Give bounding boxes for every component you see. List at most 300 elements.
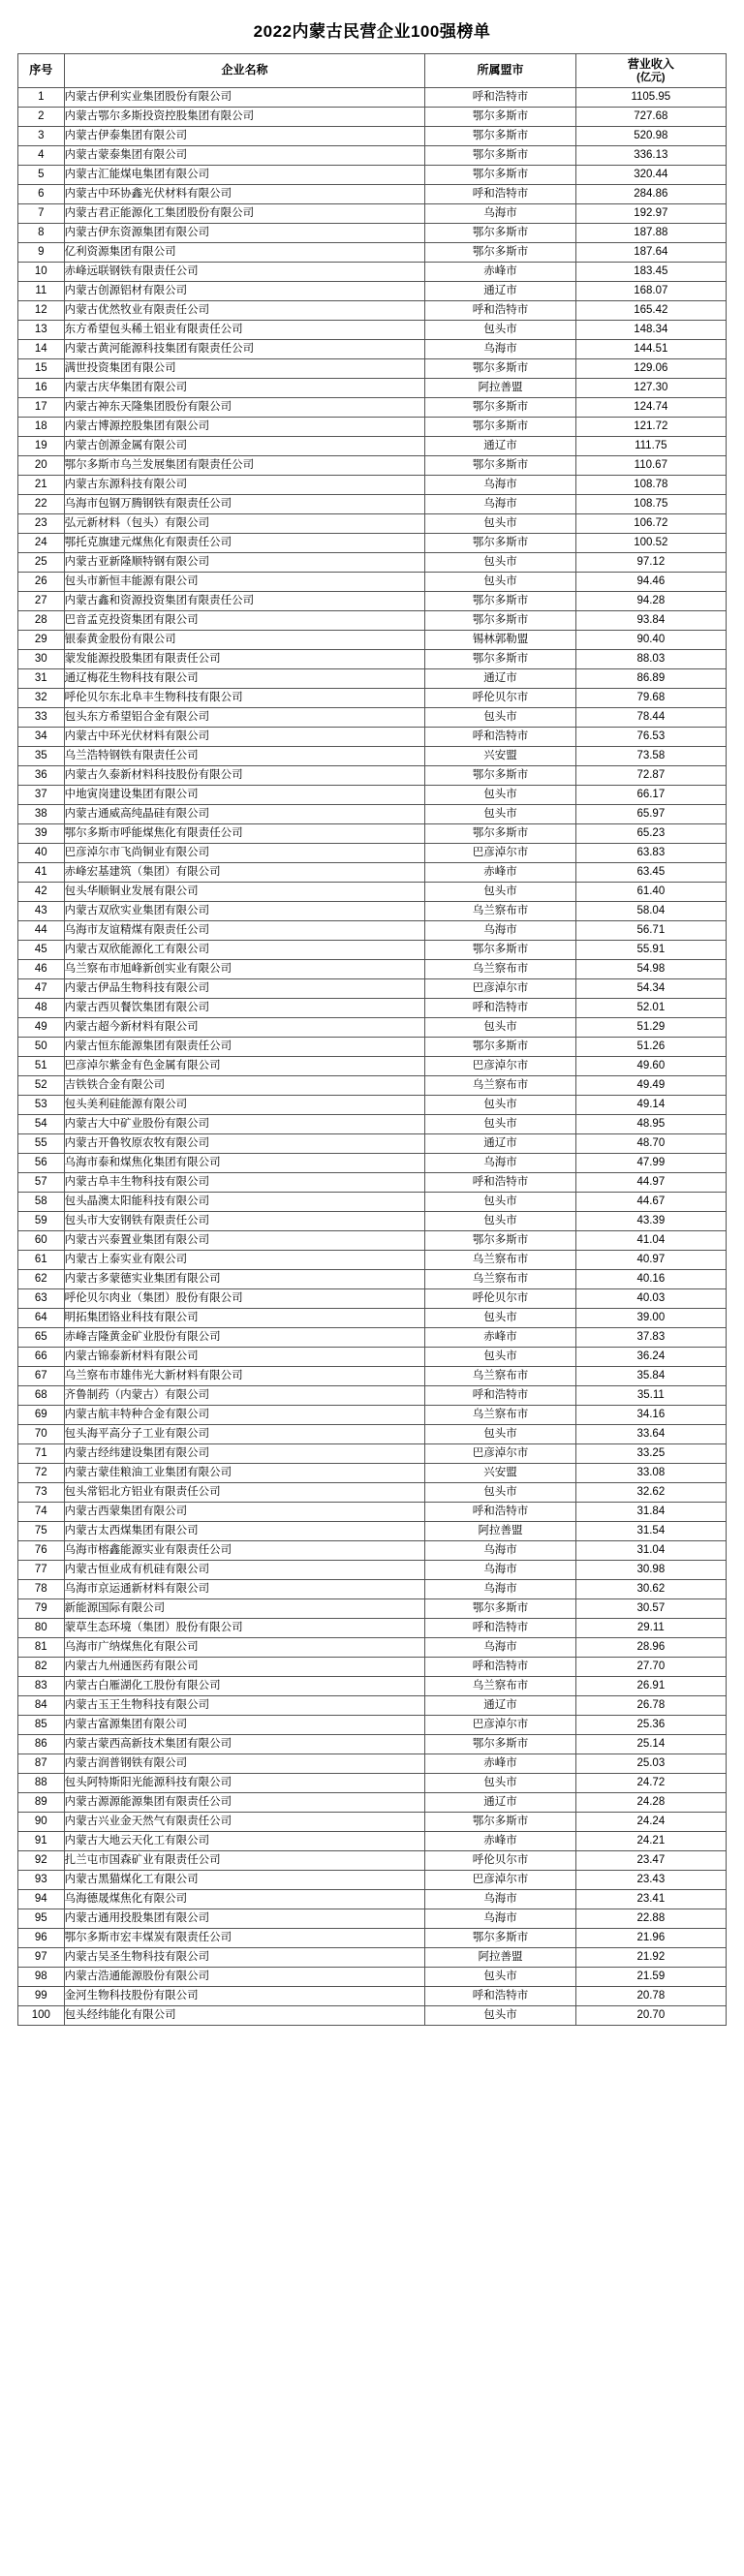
table-row [18,1987,727,2006]
cell-company-name: 包头经纬能化有限公司 [64,2006,425,2026]
cell-city: 通辽市 [425,282,575,301]
cell-revenue: 168.07 [575,282,726,301]
cell-company-name: 内蒙古西蒙集团有限公司 [64,1503,425,1522]
table-row [18,1658,727,1677]
cell-city: 乌兰察布市 [425,1270,575,1289]
table-row [18,359,727,379]
cell-company-name: 内蒙古恒东能源集团有限责任公司 [64,1038,425,1057]
cell-company-name: 乌海市广纳煤焦化有限公司 [64,1638,425,1658]
cell-company-name: 亿利资源集团有限公司 [64,243,425,263]
table-row [18,805,727,824]
cell-index: 44 [18,921,65,941]
cell-company-name: 乌兰浩特钢铁有限责任公司 [64,747,425,766]
cell-city: 呼和浩特市 [425,1658,575,1677]
cell-revenue: 30.62 [575,1580,726,1599]
cell-city: 赤峰市 [425,1328,575,1348]
cell-city: 乌海市 [425,495,575,514]
cell-city: 通辽市 [425,437,575,456]
cell-index: 17 [18,398,65,418]
cell-city: 包头市 [425,1193,575,1212]
cell-index: 78 [18,1580,65,1599]
table-row [18,1193,727,1212]
cell-index: 24 [18,534,65,553]
cell-revenue: 35.84 [575,1367,726,1386]
cell-city: 乌兰察布市 [425,902,575,921]
cell-company-name: 内蒙古阜丰生物科技有限公司 [64,1173,425,1193]
cell-revenue: 192.97 [575,204,726,224]
cell-index: 14 [18,340,65,359]
cell-city: 包头市 [425,1425,575,1444]
cell-index: 85 [18,1716,65,1735]
cell-index: 37 [18,786,65,805]
table-row [18,1832,727,1851]
cell-revenue: 727.68 [575,108,726,127]
cell-company-name: 内蒙古中环协鑫光伏材料有限公司 [64,185,425,204]
cell-index: 98 [18,1968,65,1987]
table-row [18,747,727,766]
cell-company-name: 乌海市京运通新材料有限公司 [64,1580,425,1599]
cell-index: 83 [18,1677,65,1696]
cell-city: 呼和浩特市 [425,185,575,204]
cell-city: 乌兰察布市 [425,1677,575,1696]
table-row [18,282,727,301]
cell-index: 22 [18,495,65,514]
cell-company-name: 内蒙古蒙佳粮油工业集团有限公司 [64,1464,425,1483]
cell-index: 52 [18,1076,65,1096]
cell-index: 75 [18,1522,65,1541]
cell-city: 鄂尔多斯市 [425,592,575,611]
cell-index: 10 [18,263,65,282]
cell-revenue: 49.60 [575,1057,726,1076]
cell-index: 16 [18,379,65,398]
table-row [18,127,727,146]
table-row [18,1619,727,1638]
cell-company-name: 弘元新材料（包头）有限公司 [64,514,425,534]
cell-company-name: 内蒙古创源金属有限公司 [64,437,425,456]
cell-index: 30 [18,650,65,669]
cell-city: 锡林郭勒盟 [425,631,575,650]
table-row [18,1716,727,1735]
cell-company-name: 包头市大安钢铁有限责任公司 [64,1212,425,1231]
cell-index: 3 [18,127,65,146]
cell-company-name: 内蒙古润普钢铁有限公司 [64,1754,425,1774]
cell-index: 31 [18,669,65,689]
table-row [18,1890,727,1909]
cell-city: 包头市 [425,883,575,902]
cell-city: 阿拉善盟 [425,1522,575,1541]
table-row [18,88,727,108]
cell-company-name: 内蒙古西贝餐饮集团有限公司 [64,999,425,1018]
table-row [18,1793,727,1813]
column-header-revenue-unit: (亿元) [636,71,666,83]
cell-revenue: 65.97 [575,805,726,824]
cell-city: 乌兰察布市 [425,1076,575,1096]
cell-index: 35 [18,747,65,766]
cell-company-name: 内蒙古九州通医药有限公司 [64,1658,425,1677]
cell-index: 88 [18,1774,65,1793]
table-body [18,88,727,2026]
cell-company-name: 内蒙古航丰特种合金有限公司 [64,1406,425,1425]
cell-company-name: 内蒙古神东天隆集团股份有限公司 [64,398,425,418]
cell-revenue: 31.04 [575,1541,726,1561]
cell-revenue: 61.40 [575,883,726,902]
cell-city: 赤峰市 [425,1832,575,1851]
cell-index: 36 [18,766,65,786]
cell-revenue: 187.88 [575,224,726,243]
cell-company-name: 内蒙古蒙泰集团有限公司 [64,146,425,166]
cell-city: 赤峰市 [425,1754,575,1774]
cell-revenue: 30.57 [575,1599,726,1619]
cell-company-name: 内蒙古双欣实业集团有限公司 [64,902,425,921]
table-row [18,573,727,592]
column-header-revenue-main: 营业收入 [627,56,674,71]
table-row [18,321,727,340]
cell-revenue: 43.39 [575,1212,726,1231]
cell-revenue: 23.41 [575,1890,726,1909]
cell-company-name: 内蒙古玉王生物科技有限公司 [64,1696,425,1716]
cell-city: 鄂尔多斯市 [425,166,575,185]
cell-company-name: 吉铁铁合金有限公司 [64,1076,425,1096]
cell-index: 19 [18,437,65,456]
table-row [18,224,727,243]
cell-index: 13 [18,321,65,340]
cell-city: 呼和浩特市 [425,1173,575,1193]
cell-city: 包头市 [425,1348,575,1367]
cell-company-name: 中地寅岗建设集团有限公司 [64,786,425,805]
cell-city: 乌兰察布市 [425,1406,575,1425]
cell-company-name: 内蒙古汇能煤电集团有限公司 [64,166,425,185]
cell-city: 鄂尔多斯市 [425,611,575,631]
cell-city: 鄂尔多斯市 [425,398,575,418]
cell-index: 77 [18,1561,65,1580]
cell-index: 38 [18,805,65,824]
table-row [18,108,727,127]
cell-index: 51 [18,1057,65,1076]
cell-company-name: 内蒙古亚新隆顺特钢有限公司 [64,553,425,573]
cell-revenue: 55.91 [575,941,726,960]
cell-city: 呼伦贝尔市 [425,1851,575,1871]
cell-revenue: 108.75 [575,495,726,514]
cell-revenue: 41.04 [575,1231,726,1251]
cell-company-name: 包头东方希望铝合金有限公司 [64,708,425,728]
cell-company-name: 内蒙古吴圣生物科技有限公司 [64,1948,425,1968]
cell-revenue: 24.28 [575,1793,726,1813]
cell-city: 鄂尔多斯市 [425,766,575,786]
cell-company-name: 内蒙古恒业成有机硅有限公司 [64,1561,425,1580]
cell-company-name: 新能源国际有限公司 [64,1599,425,1619]
cell-city: 通辽市 [425,1793,575,1813]
page-title: 2022内蒙古民营企业100强榜单 [253,22,491,41]
cell-index: 2 [18,108,65,127]
cell-revenue: 24.21 [575,1832,726,1851]
cell-revenue: 121.72 [575,418,726,437]
cell-revenue: 33.25 [575,1444,726,1464]
cell-index: 56 [18,1154,65,1173]
cell-index: 60 [18,1231,65,1251]
cell-city: 包头市 [425,1018,575,1038]
cell-company-name: 东方希望包头稀土铝业有限责任公司 [64,321,425,340]
cell-city: 呼伦贝尔市 [425,1289,575,1309]
cell-company-name: 内蒙古东源科技有限公司 [64,476,425,495]
cell-revenue: 21.59 [575,1968,726,1987]
cell-revenue: 78.44 [575,708,726,728]
cell-city: 鄂尔多斯市 [425,1231,575,1251]
cell-revenue: 63.45 [575,863,726,883]
cell-company-name: 内蒙古源源能源集团有限责任公司 [64,1793,425,1813]
cell-index: 33 [18,708,65,728]
table-row [18,1909,727,1929]
cell-city: 兴安盟 [425,747,575,766]
cell-index: 65 [18,1328,65,1348]
cell-city: 呼和浩特市 [425,1619,575,1638]
cell-city: 鄂尔多斯市 [425,650,575,669]
cell-revenue: 35.11 [575,1386,726,1406]
table-row [18,592,727,611]
cell-revenue: 27.70 [575,1658,726,1677]
cell-revenue: 40.97 [575,1251,726,1270]
cell-index: 70 [18,1425,65,1444]
cell-index: 94 [18,1890,65,1909]
cell-company-name: 通辽梅花生物科技有限公司 [64,669,425,689]
table-row [18,999,727,1018]
cell-city: 乌海市 [425,340,575,359]
cell-revenue: 94.28 [575,592,726,611]
cell-revenue: 34.16 [575,1406,726,1425]
cell-index: 25 [18,553,65,573]
cell-company-name: 巴彦淖尔紫金有色金属有限公司 [64,1057,425,1076]
table-row [18,1289,727,1309]
cell-city: 呼和浩特市 [425,1386,575,1406]
cell-company-name: 内蒙古蒙西高新技术集团有限公司 [64,1735,425,1754]
cell-index: 73 [18,1483,65,1503]
cell-company-name: 内蒙古锦泰新材料有限公司 [64,1348,425,1367]
cell-company-name: 赤峰吉隆黄金矿业股份有限公司 [64,1328,425,1348]
cell-city: 包头市 [425,1483,575,1503]
cell-city: 包头市 [425,786,575,805]
table-row [18,263,727,282]
cell-index: 97 [18,1948,65,1968]
cell-company-name: 乌海德晟煤焦化有限公司 [64,1890,425,1909]
cell-city: 鄂尔多斯市 [425,534,575,553]
cell-company-name: 赤峰宏基建筑（集团）有限公司 [64,863,425,883]
cell-revenue: 24.24 [575,1813,726,1832]
cell-revenue: 40.16 [575,1270,726,1289]
cell-revenue: 52.01 [575,999,726,1018]
table-row [18,379,727,398]
table-row [18,1309,727,1328]
cell-index: 89 [18,1793,65,1813]
cell-city: 包头市 [425,1774,575,1793]
cell-index: 27 [18,592,65,611]
table-row [18,1328,727,1348]
cell-company-name: 蒙发能源投股集团有限责任公司 [64,650,425,669]
cell-company-name: 内蒙古博源控股集团有限公司 [64,418,425,437]
cell-index: 11 [18,282,65,301]
cell-company-name: 内蒙古大地云天化工有限公司 [64,1832,425,1851]
cell-city: 鄂尔多斯市 [425,1813,575,1832]
column-header-revenue [575,54,726,88]
table-row [18,456,727,476]
table-row [18,1406,727,1425]
cell-revenue: 23.47 [575,1851,726,1871]
cell-city: 鄂尔多斯市 [425,1735,575,1754]
cell-company-name: 内蒙古兴泰置业集团有限公司 [64,1231,425,1251]
cell-company-name: 内蒙古开鲁牧原农牧有限公司 [64,1134,425,1154]
cell-city: 乌海市 [425,476,575,495]
cell-index: 99 [18,1987,65,2006]
cell-revenue: 183.45 [575,263,726,282]
cell-index: 15 [18,359,65,379]
cell-city: 阿拉善盟 [425,379,575,398]
cell-city: 乌兰察布市 [425,1251,575,1270]
cell-city: 兴安盟 [425,1464,575,1483]
cell-city: 包头市 [425,514,575,534]
cell-company-name: 内蒙古白雁湖化工股份有限公司 [64,1677,425,1696]
cell-revenue: 165.42 [575,301,726,321]
cell-city: 包头市 [425,573,575,592]
cell-company-name: 内蒙古太西煤集团有限公司 [64,1522,425,1541]
table-row [18,1561,727,1580]
cell-revenue: 127.30 [575,379,726,398]
cell-company-name: 内蒙古黑猫煤化工有限公司 [64,1871,425,1890]
cell-index: 1 [18,88,65,108]
table-row [18,534,727,553]
cell-revenue: 33.64 [575,1425,726,1444]
cell-company-name: 内蒙古伊东资源集团有限公司 [64,224,425,243]
cell-index: 64 [18,1309,65,1328]
cell-index: 67 [18,1367,65,1386]
cell-company-name: 内蒙古浩通能源股份有限公司 [64,1968,425,1987]
table-row [18,1754,727,1774]
cell-index: 59 [18,1212,65,1231]
cell-index: 42 [18,883,65,902]
cell-revenue: 51.26 [575,1038,726,1057]
cell-revenue: 336.13 [575,146,726,166]
table-row [18,1677,727,1696]
cell-index: 6 [18,185,65,204]
table-row [18,1425,727,1444]
cell-company-name: 齐鲁制药（内蒙古）有限公司 [64,1386,425,1406]
cell-index: 21 [18,476,65,495]
table-row [18,1096,727,1115]
cell-company-name: 包头华顺铜业发展有限公司 [64,883,425,902]
cell-city: 巴彦淖尔市 [425,1057,575,1076]
cell-index: 46 [18,960,65,979]
cell-revenue: 25.36 [575,1716,726,1735]
cell-city: 鄂尔多斯市 [425,941,575,960]
cell-company-name: 乌兰察布市雄伟光大新材料有限公司 [64,1367,425,1386]
table-row [18,1696,727,1716]
cell-revenue: 44.97 [575,1173,726,1193]
cell-revenue: 54.34 [575,979,726,999]
cell-index: 62 [18,1270,65,1289]
cell-index: 43 [18,902,65,921]
cell-revenue: 51.29 [575,1018,726,1038]
cell-index: 40 [18,844,65,863]
cell-revenue: 32.62 [575,1483,726,1503]
cell-index: 66 [18,1348,65,1367]
table-row [18,1018,727,1038]
cell-revenue: 26.78 [575,1696,726,1716]
cell-city: 鄂尔多斯市 [425,108,575,127]
cell-index: 68 [18,1386,65,1406]
cell-city: 鄂尔多斯市 [425,824,575,844]
table-row [18,1851,727,1871]
cell-revenue: 56.71 [575,921,726,941]
cell-index: 7 [18,204,65,224]
cell-city: 呼和浩特市 [425,301,575,321]
cell-revenue: 94.46 [575,573,726,592]
cell-index: 5 [18,166,65,185]
cell-index: 18 [18,418,65,437]
cell-company-name: 鄂托克旗建元煤焦化有限责任公司 [64,534,425,553]
cell-revenue: 20.70 [575,2006,726,2026]
table-row [18,960,727,979]
table-row [18,1115,727,1134]
cell-revenue: 284.86 [575,185,726,204]
cell-city: 乌海市 [425,1638,575,1658]
cell-revenue: 36.24 [575,1348,726,1367]
cell-index: 32 [18,689,65,708]
cell-revenue: 24.72 [575,1774,726,1793]
cell-company-name: 乌海市包钢万腾钢铁有限责任公司 [64,495,425,514]
cell-city: 包头市 [425,1115,575,1134]
table-row [18,1522,727,1541]
table-row [18,1638,727,1658]
column-header-index: 序号 [18,54,65,88]
cell-company-name: 内蒙古优然牧业有限责任公司 [64,301,425,321]
cell-company-name: 包头阿特斯阳光能源科技有限公司 [64,1774,425,1793]
table-row [18,1483,727,1503]
cell-city: 包头市 [425,1309,575,1328]
cell-index: 72 [18,1464,65,1483]
cell-city: 鄂尔多斯市 [425,224,575,243]
cell-company-name: 内蒙古双欣能源化工有限公司 [64,941,425,960]
table-row [18,1541,727,1561]
cell-company-name: 鄂尔多斯市宏丰煤炭有限责任公司 [64,1929,425,1948]
cell-index: 23 [18,514,65,534]
table-row [18,689,727,708]
cell-company-name: 内蒙古君正能源化工集团股份有限公司 [64,204,425,224]
table-row [18,844,727,863]
table-row [18,1503,727,1522]
cell-company-name: 内蒙古超今新材料有限公司 [64,1018,425,1038]
cell-index: 45 [18,941,65,960]
table-row [18,185,727,204]
cell-city: 鄂尔多斯市 [425,418,575,437]
cell-company-name: 包头美利硅能源有限公司 [64,1096,425,1115]
table-row [18,1134,727,1154]
table-header-row [18,54,727,88]
cell-company-name: 乌兰察布市旭峰新创实业有限公司 [64,960,425,979]
cell-index: 8 [18,224,65,243]
cell-city: 呼伦贝尔市 [425,689,575,708]
cell-revenue: 30.98 [575,1561,726,1580]
cell-company-name: 内蒙古通用投股集团有限公司 [64,1909,425,1929]
cell-city: 巴彦淖尔市 [425,1871,575,1890]
cell-revenue: 100.52 [575,534,726,553]
table-row [18,1444,727,1464]
cell-revenue: 65.23 [575,824,726,844]
cell-revenue: 108.78 [575,476,726,495]
table-header [18,54,727,88]
table-row [18,1076,727,1096]
cell-city: 鄂尔多斯市 [425,359,575,379]
cell-index: 74 [18,1503,65,1522]
cell-revenue: 49.49 [575,1076,726,1096]
table-row [18,1948,727,1968]
cell-revenue: 31.54 [575,1522,726,1541]
